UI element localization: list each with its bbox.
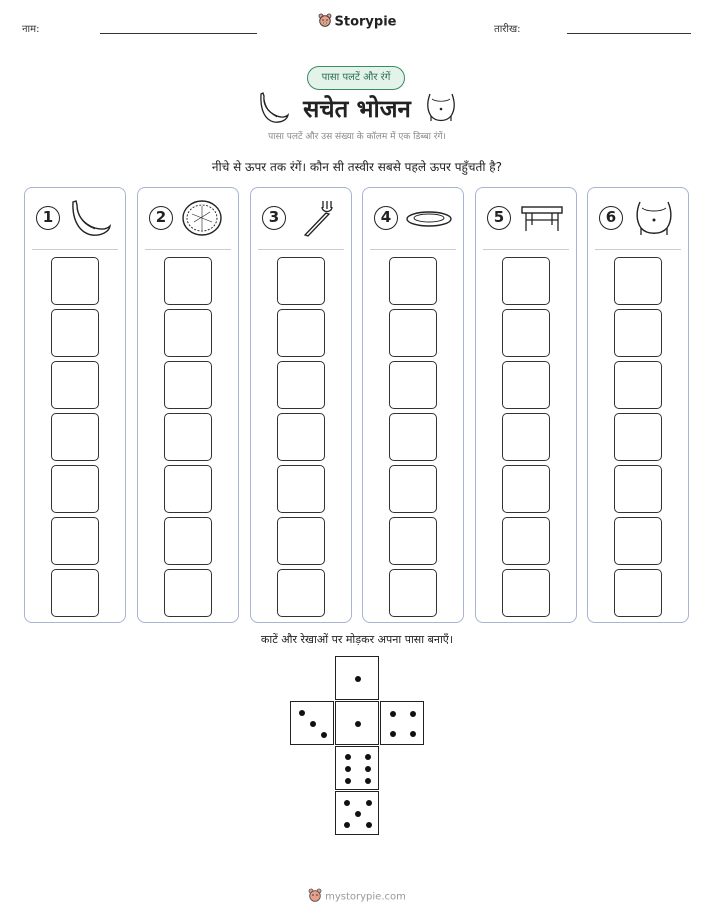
dice-net[interactable] bbox=[290, 656, 424, 834]
activity-badge: पासा पलटें और रंगें bbox=[307, 66, 405, 90]
column-number: 4 bbox=[374, 206, 398, 230]
banana-icon bbox=[67, 198, 115, 238]
column-number: 1 bbox=[36, 206, 60, 230]
color-box[interactable] bbox=[51, 465, 99, 513]
column-6 bbox=[587, 187, 689, 623]
column-2 bbox=[137, 187, 239, 623]
color-box[interactable] bbox=[164, 413, 212, 461]
dice-pip bbox=[390, 731, 396, 737]
dice-pip bbox=[390, 711, 396, 717]
dice-face-5 bbox=[335, 791, 379, 835]
column-number: 2 bbox=[149, 206, 173, 230]
date-label: तारीख: bbox=[494, 24, 521, 35]
color-box[interactable] bbox=[502, 361, 550, 409]
brand-name: Storypie bbox=[334, 14, 397, 30]
dice-pip bbox=[355, 676, 361, 682]
color-box[interactable] bbox=[277, 465, 325, 513]
dice-pip bbox=[345, 778, 351, 784]
color-box[interactable] bbox=[277, 309, 325, 357]
color-box[interactable] bbox=[389, 465, 437, 513]
color-box[interactable] bbox=[389, 413, 437, 461]
color-box[interactable] bbox=[51, 413, 99, 461]
dice-pip bbox=[299, 710, 305, 716]
color-box[interactable] bbox=[389, 569, 437, 617]
belly-icon bbox=[423, 90, 459, 124]
color-box[interactable] bbox=[277, 413, 325, 461]
dice-pip bbox=[344, 800, 350, 806]
column-separator bbox=[145, 249, 231, 250]
color-box[interactable] bbox=[164, 569, 212, 617]
column-separator bbox=[370, 249, 456, 250]
color-box[interactable] bbox=[164, 361, 212, 409]
column-1 bbox=[24, 187, 126, 623]
color-box[interactable] bbox=[389, 309, 437, 357]
color-box[interactable] bbox=[502, 309, 550, 357]
dice-pip bbox=[310, 721, 316, 727]
pie-icon bbox=[180, 198, 228, 238]
page-title: सचेत भोजन bbox=[303, 95, 411, 123]
color-box[interactable] bbox=[277, 569, 325, 617]
storypie-logo-icon bbox=[318, 13, 332, 31]
name-line[interactable] bbox=[100, 33, 257, 34]
color-box[interactable] bbox=[502, 517, 550, 565]
color-box[interactable] bbox=[277, 257, 325, 305]
column-5 bbox=[475, 187, 577, 623]
dice-pip bbox=[355, 811, 361, 817]
date-line[interactable] bbox=[567, 33, 691, 34]
table-icon bbox=[518, 198, 566, 238]
dice-face-6 bbox=[335, 746, 379, 790]
color-box[interactable] bbox=[502, 257, 550, 305]
dice-face-1 bbox=[335, 656, 379, 700]
color-box[interactable] bbox=[614, 309, 662, 357]
brand-logo bbox=[0, 13, 714, 31]
color-box[interactable] bbox=[164, 517, 212, 565]
column-separator bbox=[32, 249, 118, 250]
color-box[interactable] bbox=[614, 569, 662, 617]
dice-pip bbox=[366, 800, 372, 806]
dice-pip bbox=[355, 721, 361, 727]
color-box[interactable] bbox=[614, 257, 662, 305]
column-4 bbox=[362, 187, 464, 623]
color-box[interactable] bbox=[389, 517, 437, 565]
color-box[interactable] bbox=[614, 465, 662, 513]
instruction-text: नीचे से ऊपर तक रंगें। कौन सी तस्वीर सबसे पहले ऊपर पहुँचती है? bbox=[211, 160, 503, 174]
color-box[interactable] bbox=[51, 569, 99, 617]
dice-face-3 bbox=[290, 701, 334, 745]
column-number: 3 bbox=[262, 206, 286, 230]
dice-pip bbox=[345, 766, 351, 772]
plate-icon bbox=[405, 198, 453, 238]
dice-pip bbox=[410, 711, 416, 717]
storypie-logo-icon bbox=[308, 888, 322, 905]
page-subtitle: पासा पलटें और उस संख्या के कॉलम में एक डिब्बा रंगें। bbox=[268, 132, 446, 142]
dice-pip bbox=[321, 732, 327, 738]
column-number: 6 bbox=[599, 206, 623, 230]
color-box[interactable] bbox=[389, 257, 437, 305]
belly-icon bbox=[630, 198, 678, 238]
column-number: 5 bbox=[487, 206, 511, 230]
color-box[interactable] bbox=[614, 517, 662, 565]
color-box[interactable] bbox=[164, 309, 212, 357]
color-box[interactable] bbox=[614, 361, 662, 409]
fork-icon bbox=[293, 198, 341, 238]
color-box[interactable] bbox=[51, 309, 99, 357]
color-box[interactable] bbox=[502, 413, 550, 461]
color-box[interactable] bbox=[502, 465, 550, 513]
column-separator bbox=[595, 249, 681, 250]
dice-pip bbox=[344, 822, 350, 828]
color-box[interactable] bbox=[614, 413, 662, 461]
color-box[interactable] bbox=[389, 361, 437, 409]
name-label: नाम: bbox=[22, 24, 40, 35]
dice-pip bbox=[366, 822, 372, 828]
dice-pip bbox=[365, 754, 371, 760]
color-box[interactable] bbox=[502, 569, 550, 617]
column-3 bbox=[250, 187, 352, 623]
color-box[interactable] bbox=[51, 517, 99, 565]
color-box[interactable] bbox=[164, 257, 212, 305]
dice-pip bbox=[345, 754, 351, 760]
dice-face-4 bbox=[380, 701, 424, 745]
color-box[interactable] bbox=[277, 361, 325, 409]
dice-pip bbox=[410, 731, 416, 737]
dice-face-1 bbox=[335, 701, 379, 745]
color-box[interactable] bbox=[277, 517, 325, 565]
column-separator bbox=[258, 249, 344, 250]
color-box[interactable] bbox=[164, 465, 212, 513]
cut-instruction: काटें और रेखाओं पर मोड़कर अपना पासा बनाएँ। bbox=[260, 633, 454, 646]
color-box[interactable] bbox=[51, 257, 99, 305]
dice-pip bbox=[365, 778, 371, 784]
color-box[interactable] bbox=[51, 361, 99, 409]
dice-pip bbox=[365, 766, 371, 772]
footer bbox=[0, 888, 714, 905]
footer-url[interactable]: mystorypie.com bbox=[325, 891, 406, 903]
column-separator bbox=[483, 249, 569, 250]
